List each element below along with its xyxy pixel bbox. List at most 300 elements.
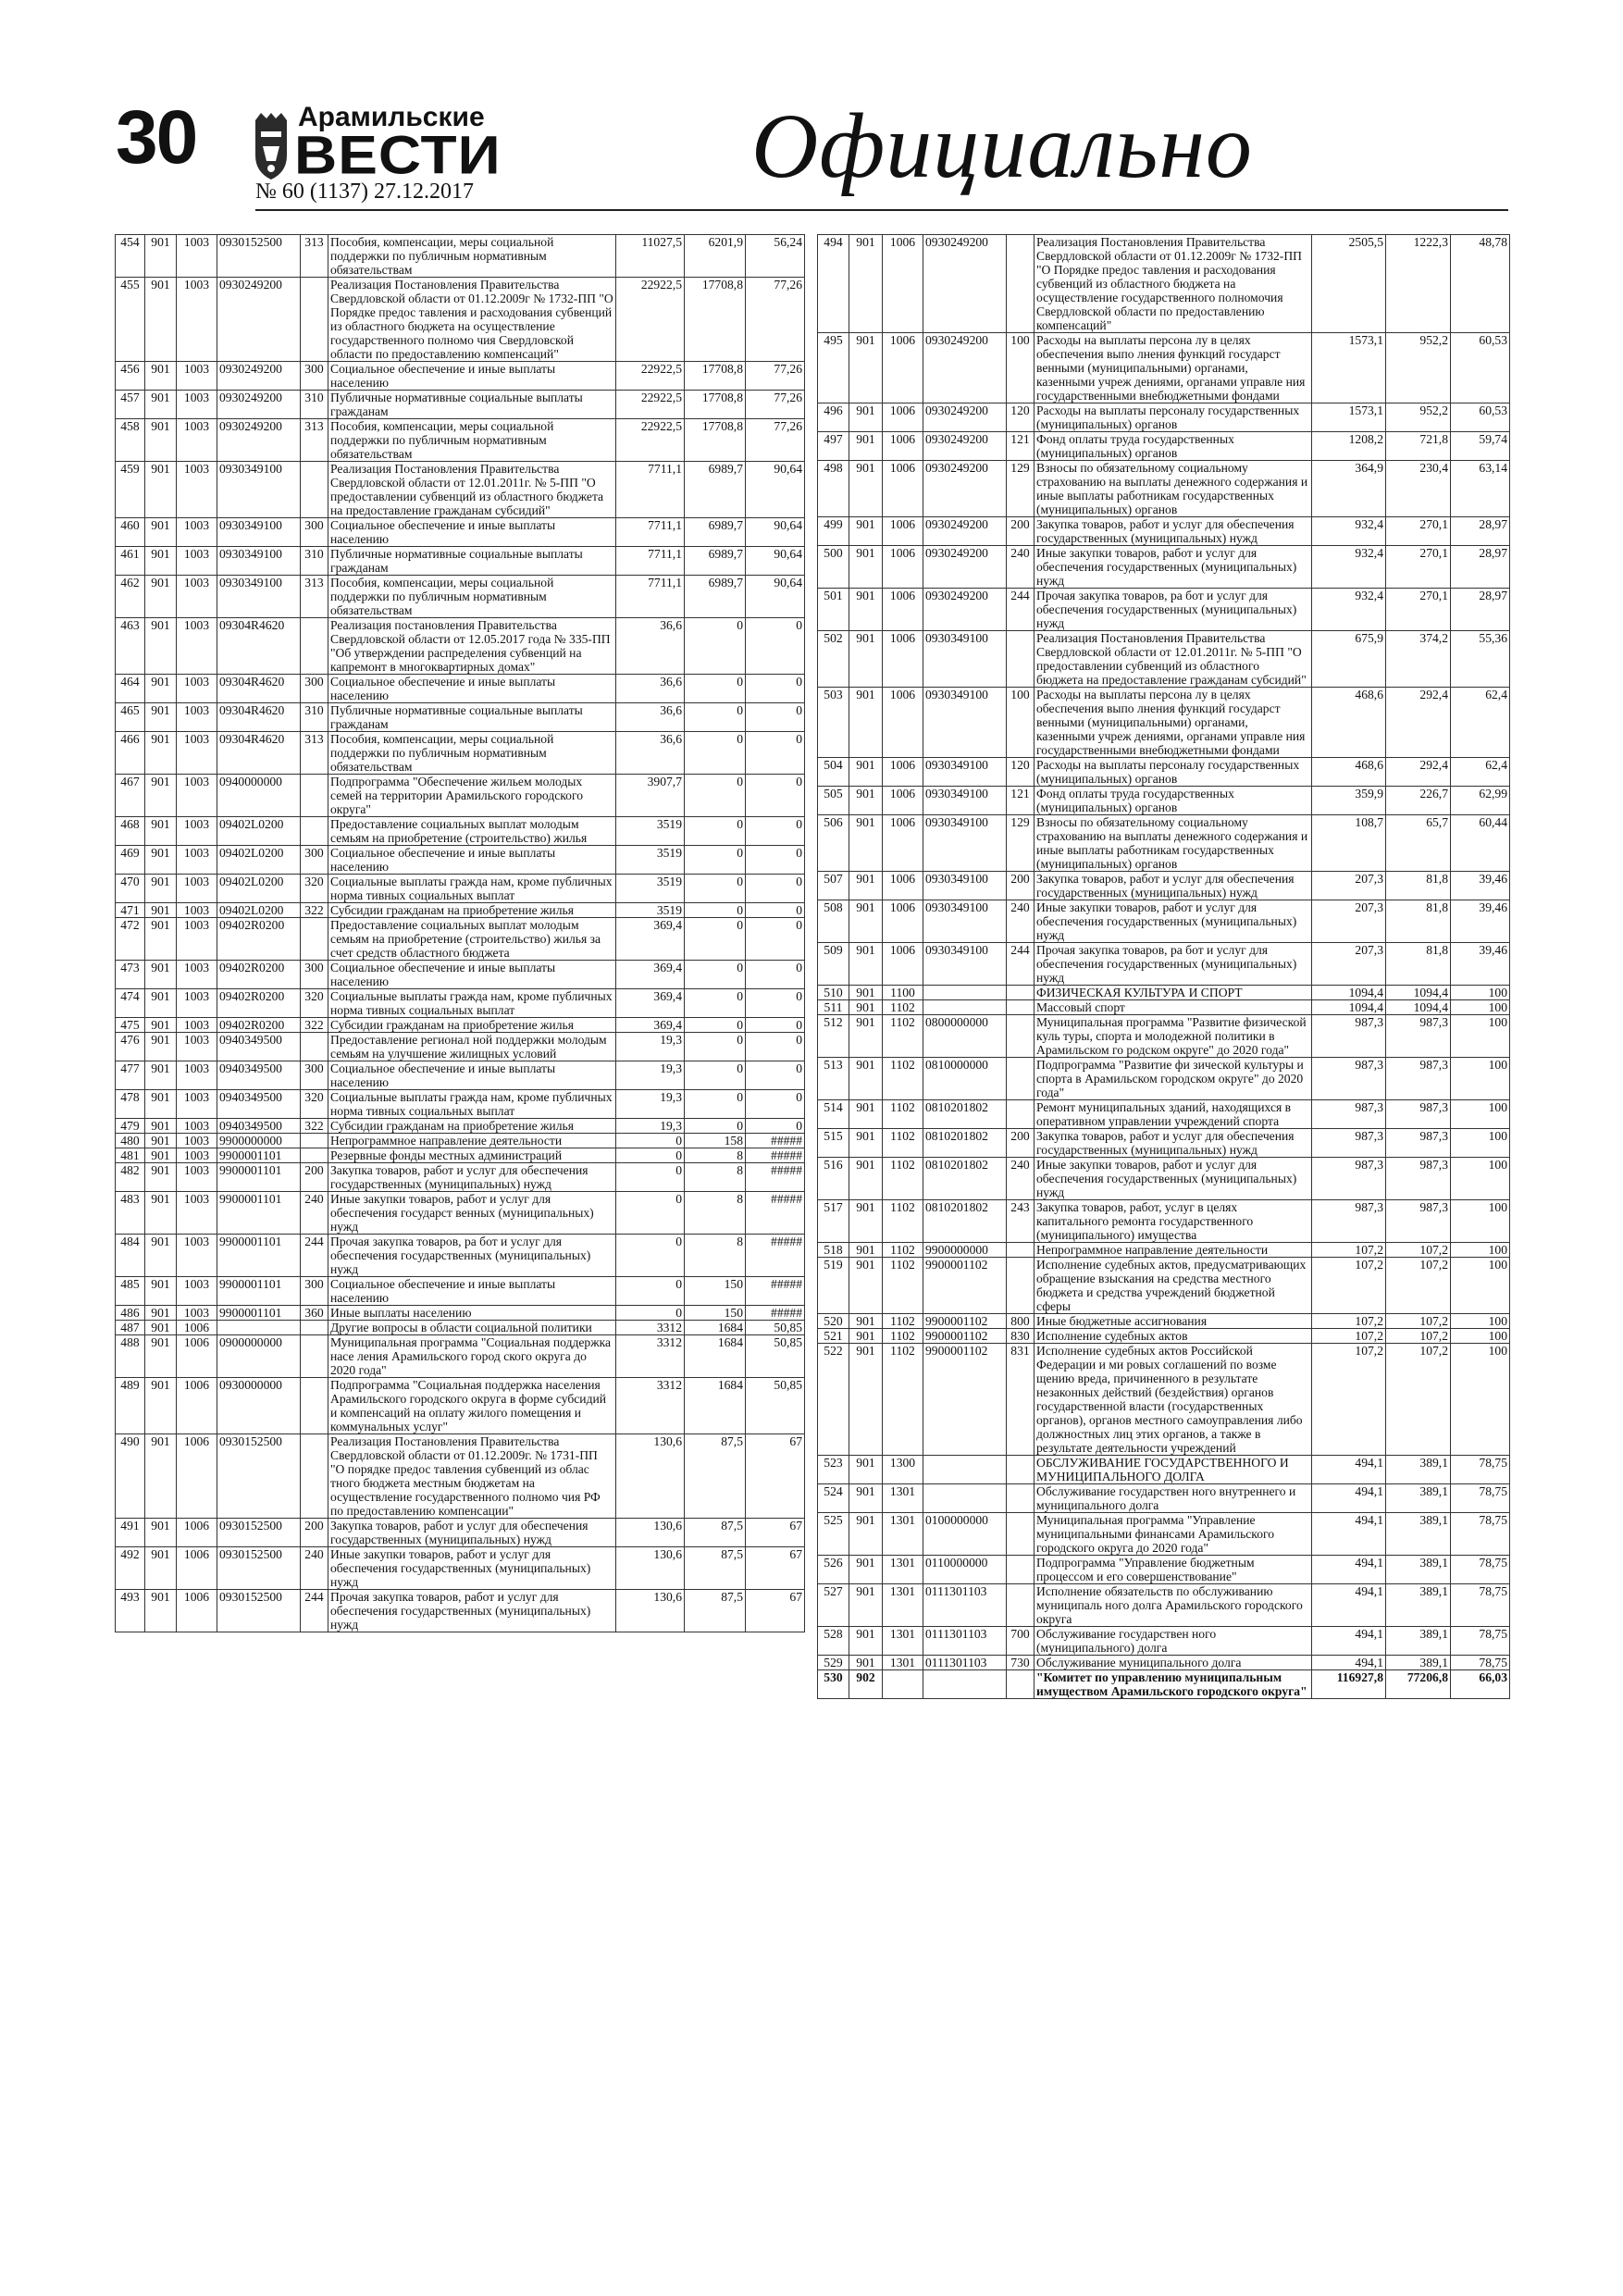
ministry-code: 901 <box>849 787 883 815</box>
budget-table-right <box>817 234 1510 1699</box>
executed-amount: 0 <box>685 903 746 918</box>
target-code: 0810201802 <box>923 1200 1007 1243</box>
ministry-code: 901 <box>145 1547 177 1590</box>
expense-type-code: 300 <box>301 961 328 989</box>
ministry-code: 901 <box>145 391 177 419</box>
expense-description: Другие вопросы в области социальной политики <box>328 1321 616 1335</box>
target-code: 9900001102 <box>923 1314 1007 1329</box>
section-code: 1102 <box>883 1058 923 1100</box>
target-code: 0940349500 <box>217 1119 301 1134</box>
ministry-code: 901 <box>145 961 177 989</box>
planned-amount: 0 <box>616 1277 685 1306</box>
planned-amount: 3312 <box>616 1321 685 1335</box>
row-number: 497 <box>818 432 849 461</box>
expense-type-code: 240 <box>301 1192 328 1235</box>
expense-description: Реализация постановления Правительства Свердловской области от 12.05.2017 года № 335-ПП "Об утверждении распределения субвенций на капремонт в многоквартирных домах" <box>328 618 616 675</box>
table-row <box>818 1129 1510 1158</box>
executed-amount: 87,5 <box>685 1519 746 1547</box>
planned-amount: 3519 <box>616 817 685 846</box>
section-code: 1003 <box>177 817 217 846</box>
expense-description: Подпрограмма "Социальная поддержка населения Арамильского городского округа в форме субсидий и компенсаций на оплату жилого помещения и коммунальных услуг" <box>328 1378 616 1434</box>
expense-description: Публичные нормативные социальные выплаты гражданам <box>328 547 616 576</box>
target-code: 0800000000 <box>923 1015 1007 1058</box>
planned-amount: 987,3 <box>1312 1058 1386 1100</box>
expense-description: Обслуживание государствен ного внутреннего и муниципального долга <box>1035 1484 1312 1513</box>
planned-amount: 987,3 <box>1312 1129 1386 1158</box>
expense-type-code <box>1007 1015 1035 1058</box>
row-number: 524 <box>818 1484 849 1513</box>
execution-percent: 90,64 <box>746 576 805 618</box>
execution-percent: ##### <box>746 1192 805 1235</box>
expense-description: "Комитет по управлению муниципальным имуществом Арамильского городского округа" <box>1035 1670 1312 1699</box>
executed-amount: 0 <box>685 875 746 903</box>
ministry-code: 901 <box>145 1277 177 1306</box>
table-row <box>116 703 805 732</box>
page-header <box>0 0 1623 213</box>
table-row <box>116 1033 805 1061</box>
section-code: 1301 <box>883 1627 923 1656</box>
planned-amount: 36,6 <box>616 618 685 675</box>
expense-description: Исполнение судебных актов <box>1035 1329 1312 1344</box>
execution-percent: 100 <box>1451 1158 1510 1200</box>
expense-description: Муниципальная программа "Развитие физической куль туры, спорта и молодежной политики в Арамильском го родском округе" до 2020 года" <box>1035 1015 1312 1058</box>
row-number: 463 <box>116 618 145 675</box>
expense-type-code: 800 <box>1007 1314 1035 1329</box>
section-code: 1003 <box>177 1192 217 1235</box>
section-code: 1102 <box>883 1015 923 1058</box>
table-row <box>116 576 805 618</box>
table-row <box>818 1344 1510 1456</box>
expense-type-code: 322 <box>301 1018 328 1033</box>
section-code: 1003 <box>177 1277 217 1306</box>
section-code: 1006 <box>883 333 923 403</box>
target-code: 0930152500 <box>217 1590 301 1632</box>
executed-amount: 389,1 <box>1386 1556 1451 1584</box>
table-row <box>818 1456 1510 1484</box>
expense-type-code: 300 <box>301 675 328 703</box>
execution-percent: 28,97 <box>1451 589 1510 631</box>
execution-percent: ##### <box>746 1163 805 1192</box>
executed-amount: 6989,7 <box>685 462 746 518</box>
section-code: 1006 <box>883 403 923 432</box>
planned-amount: 0 <box>616 1306 685 1321</box>
row-number: 520 <box>818 1314 849 1329</box>
planned-amount: 494,1 <box>1312 1513 1386 1556</box>
executed-amount: 81,8 <box>1386 872 1451 900</box>
expense-description: Иные закупки товаров, работ и услуг для обеспечения государственных (муниципальных) нужд <box>1035 900 1312 943</box>
ministry-code: 901 <box>145 1134 177 1148</box>
planned-amount: 494,1 <box>1312 1627 1386 1656</box>
section-code: 1003 <box>177 1061 217 1090</box>
ministry-code: 901 <box>145 1192 177 1235</box>
target-code <box>923 1670 1007 1699</box>
table-row <box>116 903 805 918</box>
row-number: 475 <box>116 1018 145 1033</box>
executed-amount: 0 <box>685 1119 746 1134</box>
expense-description: Подпрограмма "Управление бюджетным процессом и его совершенствование" <box>1035 1556 1312 1584</box>
row-number: 518 <box>818 1243 849 1258</box>
expense-type-code: 121 <box>1007 432 1035 461</box>
ministry-code: 901 <box>849 1584 883 1627</box>
target-code: 09402L0200 <box>217 875 301 903</box>
ministry-code: 901 <box>849 432 883 461</box>
table-row <box>116 846 805 875</box>
executed-amount: 158 <box>685 1134 746 1148</box>
section-code: 1102 <box>883 1344 923 1456</box>
ministry-code: 901 <box>849 758 883 787</box>
planned-amount: 369,4 <box>616 961 685 989</box>
planned-amount: 107,2 <box>1312 1329 1386 1344</box>
target-code: 9900001101 <box>217 1148 301 1163</box>
executed-amount: 952,2 <box>1386 333 1451 403</box>
ministry-code: 901 <box>145 1590 177 1632</box>
executed-amount: 17708,8 <box>685 419 746 462</box>
row-number: 470 <box>116 875 145 903</box>
section-code <box>883 1670 923 1699</box>
section-title: Официально <box>751 94 1253 197</box>
expense-type-code: 320 <box>301 989 328 1018</box>
expense-description: ОБСЛУЖИВАНИЕ ГОСУДАРСТВЕННОГО И МУНИЦИПАЛЬНОГО ДОЛГА <box>1035 1456 1312 1484</box>
section-code: 1006 <box>883 688 923 758</box>
target-code: 0930349100 <box>217 462 301 518</box>
execution-percent: 67 <box>746 1434 805 1519</box>
row-number: 494 <box>818 235 849 333</box>
coat-of-arms-icon <box>252 113 291 181</box>
planned-amount: 494,1 <box>1312 1456 1386 1484</box>
expense-description: Непрограммное направление деятельности <box>328 1134 616 1148</box>
section-code: 1006 <box>883 815 923 872</box>
table-row <box>818 333 1510 403</box>
execution-percent: 66,03 <box>1451 1670 1510 1699</box>
executed-amount: 0 <box>685 775 746 817</box>
section-code: 1301 <box>883 1656 923 1670</box>
table-row <box>818 1243 1510 1258</box>
table-row <box>818 1329 1510 1344</box>
target-code: 0930249200 <box>923 333 1007 403</box>
planned-amount: 22922,5 <box>616 278 685 362</box>
execution-percent: 78,75 <box>1451 1456 1510 1484</box>
row-number: 468 <box>116 817 145 846</box>
planned-amount: 494,1 <box>1312 1556 1386 1584</box>
executed-amount: 270,1 <box>1386 546 1451 589</box>
planned-amount: 0 <box>616 1235 685 1277</box>
table-row <box>116 1434 805 1519</box>
target-code: 0930249200 <box>217 391 301 419</box>
row-number: 511 <box>818 1000 849 1015</box>
expense-type-code: 129 <box>1007 815 1035 872</box>
row-number: 512 <box>818 1015 849 1058</box>
table-row <box>116 1119 805 1134</box>
execution-percent: 78,75 <box>1451 1584 1510 1627</box>
planned-amount: 0 <box>616 1134 685 1148</box>
planned-amount: 3907,7 <box>616 775 685 817</box>
budget-table-left <box>115 234 805 1632</box>
target-code: 0930249200 <box>923 403 1007 432</box>
executed-amount: 77206,8 <box>1386 1670 1451 1699</box>
planned-amount: 107,2 <box>1312 1314 1386 1329</box>
target-code: 0810201802 <box>923 1100 1007 1129</box>
expense-description: Субсидии гражданам на приобретение жилья <box>328 1119 616 1134</box>
section-code: 1102 <box>883 1000 923 1015</box>
executed-amount: 65,7 <box>1386 815 1451 872</box>
table-row <box>116 918 805 961</box>
target-code <box>217 1321 301 1335</box>
ministry-code: 901 <box>849 517 883 546</box>
ministry-code: 901 <box>849 1129 883 1158</box>
table-row <box>818 631 1510 688</box>
ministry-code: 901 <box>145 576 177 618</box>
execution-percent: 100 <box>1451 986 1510 1000</box>
target-code: 9900001101 <box>217 1306 301 1321</box>
executed-amount: 6989,7 <box>685 518 746 547</box>
section-code: 1100 <box>883 986 923 1000</box>
planned-amount: 0 <box>616 1192 685 1235</box>
expense-type-code: 700 <box>1007 1627 1035 1656</box>
row-number: 522 <box>818 1344 849 1456</box>
section-code: 1003 <box>177 1134 217 1148</box>
planned-amount: 987,3 <box>1312 1100 1386 1129</box>
executed-amount: 6989,7 <box>685 576 746 618</box>
row-number: 516 <box>818 1158 849 1200</box>
planned-amount: 987,3 <box>1312 1015 1386 1058</box>
table-row <box>818 1000 1510 1015</box>
row-number: 508 <box>818 900 849 943</box>
ministry-code: 901 <box>145 462 177 518</box>
target-code: 0930249200 <box>923 546 1007 589</box>
planned-amount: 987,3 <box>1312 1200 1386 1243</box>
expense-type-code: 200 <box>1007 1129 1035 1158</box>
section-code: 1301 <box>883 1513 923 1556</box>
expense-type-code: 300 <box>301 1277 328 1306</box>
table-row <box>116 462 805 518</box>
target-code: 9900001102 <box>923 1258 1007 1314</box>
execution-percent: 50,85 <box>746 1335 805 1378</box>
row-number: 519 <box>818 1258 849 1314</box>
expense-type-code <box>1007 1243 1035 1258</box>
executed-amount: 987,3 <box>1386 1200 1451 1243</box>
expense-description: Иные бюджетные ассигнования <box>1035 1314 1312 1329</box>
expense-type-code: 240 <box>1007 900 1035 943</box>
execution-percent: 100 <box>1451 1329 1510 1344</box>
planned-amount: 494,1 <box>1312 1584 1386 1627</box>
planned-amount: 11027,5 <box>616 235 685 278</box>
expense-type-code <box>1007 1584 1035 1627</box>
planned-amount: 3519 <box>616 903 685 918</box>
ministry-code: 901 <box>849 333 883 403</box>
execution-percent: 0 <box>746 817 805 846</box>
planned-amount: 3312 <box>616 1378 685 1434</box>
table-row <box>116 419 805 462</box>
section-code: 1006 <box>883 631 923 688</box>
expense-type-code <box>301 1321 328 1335</box>
executed-amount: 87,5 <box>685 1547 746 1590</box>
executed-amount: 8 <box>685 1148 746 1163</box>
expense-description: Закупка товаров, работ и услуг для обеспечения государственных (муниципальных) нужд <box>328 1163 616 1192</box>
ministry-code: 901 <box>145 1378 177 1434</box>
planned-amount: 3312 <box>616 1335 685 1378</box>
target-code: 0111301103 <box>923 1627 1007 1656</box>
section-code: 1301 <box>883 1556 923 1584</box>
executed-amount: 17708,8 <box>685 362 746 391</box>
section-code: 1102 <box>883 1100 923 1129</box>
expense-type-code: 313 <box>301 419 328 462</box>
execution-percent: 67 <box>746 1547 805 1590</box>
expense-type-code <box>1007 1670 1035 1699</box>
target-code: 0930249200 <box>217 419 301 462</box>
row-number: 483 <box>116 1192 145 1235</box>
execution-percent: 78,75 <box>1451 1556 1510 1584</box>
planned-amount: 494,1 <box>1312 1656 1386 1670</box>
expense-type-code: 240 <box>301 1547 328 1590</box>
row-number: 455 <box>116 278 145 362</box>
ministry-code: 901 <box>145 1306 177 1321</box>
ministry-code: 901 <box>145 875 177 903</box>
execution-percent: 0 <box>746 1018 805 1033</box>
section-code: 1102 <box>883 1200 923 1243</box>
table-row <box>116 1378 805 1434</box>
ministry-code: 901 <box>145 732 177 775</box>
target-code: 0100000000 <box>923 1513 1007 1556</box>
table-row <box>818 1584 1510 1627</box>
execution-percent: 0 <box>746 775 805 817</box>
expense-description: Социальные выплаты гражда нам, кроме публичных норма тивных социальных выплат <box>328 875 616 903</box>
table-row <box>818 1627 1510 1656</box>
expense-description: Взносы по обязательному социальному страхованию на выплаты денежного содержания и иные выплаты работникам государственных (муниципальных) органов <box>1035 461 1312 517</box>
execution-percent: 28,97 <box>1451 517 1510 546</box>
ministry-code: 901 <box>849 631 883 688</box>
expense-description: Взносы по обязательному социальному страхованию на выплаты денежного содержания и иные выплаты работникам государственных (муниципальных) органов <box>1035 815 1312 872</box>
ministry-code: 901 <box>849 1015 883 1058</box>
expense-description: Предоставление регионал ной поддержки молодым семьям на улучшение жилищных условий <box>328 1033 616 1061</box>
planned-amount: 36,6 <box>616 675 685 703</box>
planned-amount: 494,1 <box>1312 1484 1386 1513</box>
section-code: 1006 <box>177 1590 217 1632</box>
target-code: 0930249200 <box>923 589 1007 631</box>
executed-amount: 389,1 <box>1386 1513 1451 1556</box>
expense-type-code <box>1007 1513 1035 1556</box>
row-number: 498 <box>818 461 849 517</box>
table-row <box>818 1670 1510 1699</box>
table-row <box>818 1656 1510 1670</box>
ministry-code: 901 <box>849 943 883 986</box>
expense-type-code: 313 <box>301 576 328 618</box>
expense-description: Пособия, компенсации, меры социальной поддержки по публичным нормативным обязательствам <box>328 235 616 278</box>
row-number: 474 <box>116 989 145 1018</box>
executed-amount: 107,2 <box>1386 1243 1451 1258</box>
expense-description: Резервные фонды местных администраций <box>328 1148 616 1163</box>
executed-amount: 0 <box>685 732 746 775</box>
table-row <box>116 1547 805 1590</box>
executed-amount: 270,1 <box>1386 517 1451 546</box>
row-number: 523 <box>818 1456 849 1484</box>
expense-type-code: 244 <box>1007 943 1035 986</box>
expense-description: Прочая закупка товаров, ра бот и услуг для обеспечения государственных (муниципальных) нужд <box>1035 589 1312 631</box>
target-code: 9900001101 <box>217 1277 301 1306</box>
expense-type-code <box>301 1134 328 1148</box>
executed-amount: 81,8 <box>1386 943 1451 986</box>
ministry-code: 901 <box>849 1456 883 1484</box>
executed-amount: 389,1 <box>1386 1627 1451 1656</box>
execution-percent: ##### <box>746 1134 805 1148</box>
target-code: 0810201802 <box>923 1158 1007 1200</box>
execution-percent: 100 <box>1451 1344 1510 1456</box>
expense-type-code <box>1007 1058 1035 1100</box>
table-row <box>116 1306 805 1321</box>
ministry-code: 901 <box>145 1335 177 1378</box>
section-code: 1006 <box>177 1434 217 1519</box>
execution-percent: 55,36 <box>1451 631 1510 688</box>
expense-description: Обслуживание муниципального долга <box>1035 1656 1312 1670</box>
target-code: 0930349100 <box>923 872 1007 900</box>
section-code: 1003 <box>177 547 217 576</box>
section-code: 1006 <box>883 235 923 333</box>
planned-amount: 7711,1 <box>616 518 685 547</box>
target-code: 0940349500 <box>217 1033 301 1061</box>
expense-description: Иные закупки товаров, работ и услуг для обеспечения государственных (муниципальных) нужд <box>1035 1158 1312 1200</box>
row-number: 492 <box>116 1547 145 1590</box>
row-number: 521 <box>818 1329 849 1344</box>
ministry-code: 901 <box>849 1329 883 1344</box>
target-code: 09304R4620 <box>217 618 301 675</box>
row-number: 458 <box>116 419 145 462</box>
executed-amount: 8 <box>685 1163 746 1192</box>
table-row <box>818 1484 1510 1513</box>
ministry-code: 901 <box>145 675 177 703</box>
target-code: 0930349100 <box>923 787 1007 815</box>
executed-amount: 952,2 <box>1386 403 1451 432</box>
executed-amount: 270,1 <box>1386 589 1451 631</box>
section-code: 1301 <box>883 1584 923 1627</box>
target-code: 09304R4620 <box>217 703 301 732</box>
row-number: 487 <box>116 1321 145 1335</box>
table-row <box>818 900 1510 943</box>
execution-percent: 0 <box>746 1033 805 1061</box>
row-number: 456 <box>116 362 145 391</box>
budget-table-left-body <box>116 235 805 1632</box>
execution-percent: 77,26 <box>746 278 805 362</box>
table-row <box>818 815 1510 872</box>
row-number: 525 <box>818 1513 849 1556</box>
row-number: 469 <box>116 846 145 875</box>
executed-amount: 0 <box>685 1033 746 1061</box>
expense-description: Предоставление социальных выплат молодым семьям на приобретение (строительство) жилья <box>328 817 616 846</box>
expense-description: Фонд оплаты труда государственных (муниципальных) органов <box>1035 787 1312 815</box>
planned-amount: 19,3 <box>616 1033 685 1061</box>
ministry-code: 901 <box>849 688 883 758</box>
expense-type-code <box>301 1033 328 1061</box>
expense-type-code: 322 <box>301 903 328 918</box>
execution-percent: 67 <box>746 1519 805 1547</box>
expense-description: Прочая закупка товаров, ра бот и услуг для обеспечения государственных (муниципальных) нужд <box>1035 943 1312 986</box>
planned-amount: 207,3 <box>1312 900 1386 943</box>
ministry-code: 901 <box>145 1148 177 1163</box>
ministry-code: 901 <box>849 1100 883 1129</box>
section-code: 1003 <box>177 775 217 817</box>
expense-description: Подпрограмма "Развитие фи зической культуры и спорта в Арамильском городском округе" до 2020 года" <box>1035 1058 1312 1100</box>
row-number: 460 <box>116 518 145 547</box>
target-code: 09402R0200 <box>217 1018 301 1033</box>
execution-percent: 0 <box>746 1119 805 1134</box>
target-code <box>923 1484 1007 1513</box>
expense-type-code <box>1007 1556 1035 1584</box>
expense-type-code <box>1007 1456 1035 1484</box>
section-code: 1006 <box>177 1519 217 1547</box>
executed-amount: 389,1 <box>1386 1456 1451 1484</box>
row-number: 461 <box>116 547 145 576</box>
row-number: 464 <box>116 675 145 703</box>
section-code: 1003 <box>177 1235 217 1277</box>
planned-amount: 0 <box>616 1163 685 1192</box>
